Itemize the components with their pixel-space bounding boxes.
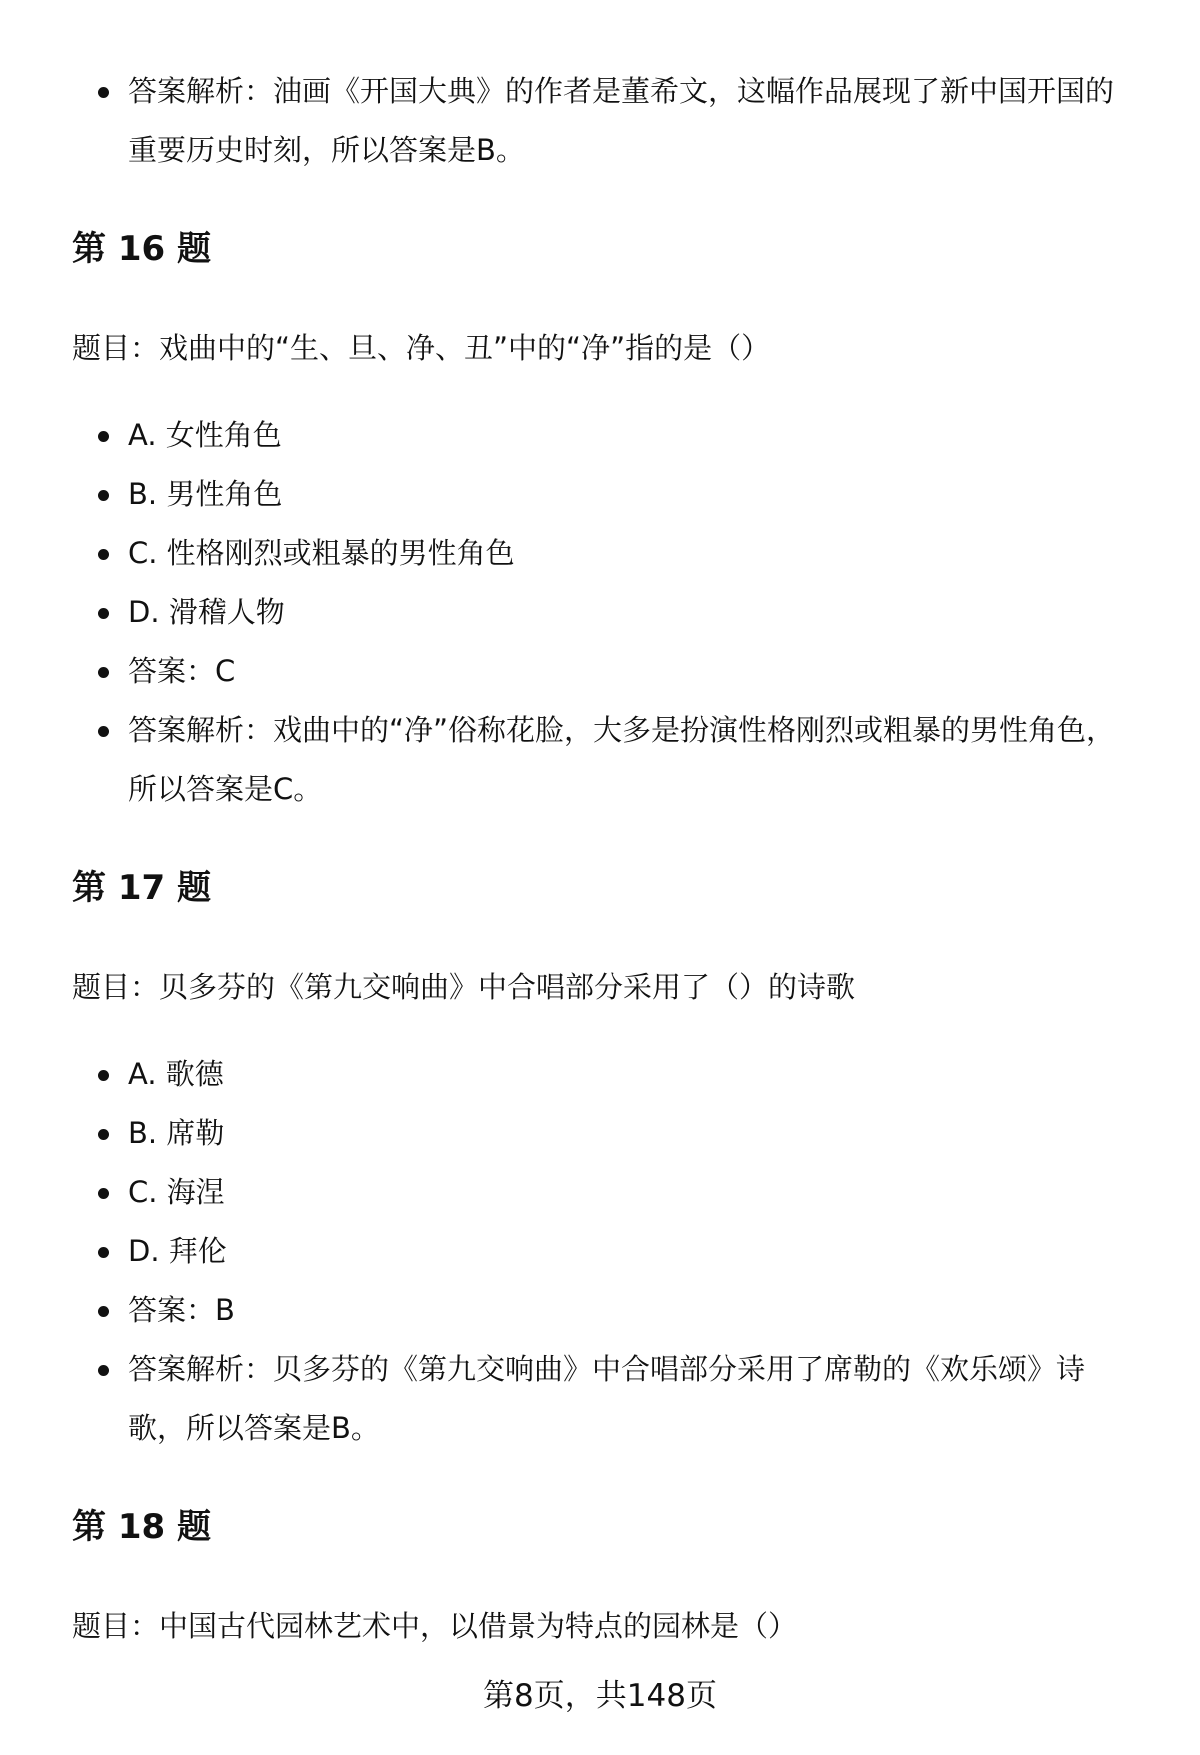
option-item: B. 男性角色: [128, 465, 1142, 524]
option-item: D. 滑稽人物: [128, 583, 1142, 642]
option-list: [72, 1045, 1142, 1458]
analysis-item: 答案解析：贝多芬的《第九交响曲》中合唱部分采用了席勒的《欢乐颂》诗歌，所以答案是B。: [128, 1340, 1142, 1458]
option-item: D. 拜伦: [128, 1222, 1142, 1281]
analysis-item: 答案解析：油画《开国大典》的作者是董希文，这幅作品展现了新中国开国的重要历史时刻，所以答案是B。: [128, 62, 1142, 180]
option-item: A. 歌德: [128, 1045, 1142, 1104]
question-stem: 题目：贝多芬的《第九交响曲》中合唱部分采用了（）的诗歌: [72, 970, 856, 1004]
question-heading: 第 18 题: [72, 1507, 211, 1547]
question-stem: 题目：戏曲中的“生、旦、净、丑”中的“净”指的是（）: [72, 331, 771, 365]
option-item: C. 海涅: [128, 1163, 1142, 1222]
question-stem: 题目：中国古代园林艺术中，以借景为特点的园林是（）: [72, 1609, 798, 1643]
option-item: A. 女性角色: [128, 406, 1142, 465]
page-content: [72, 62, 1142, 1656]
question-16: [72, 219, 1142, 858]
question-18: [72, 1497, 1142, 1656]
option-list: [72, 406, 1142, 819]
analysis-item: 答案解析：戏曲中的“净”俗称花脸，大多是扮演性格刚烈或粗暴的男性角色，所以答案是C。: [128, 701, 1142, 819]
prev-question-list: [72, 62, 1142, 180]
option-item: B. 席勒: [128, 1104, 1142, 1163]
question-17: [72, 858, 1142, 1497]
answer-item: 答案：C: [128, 642, 1142, 701]
answer-item: 答案：B: [128, 1281, 1142, 1340]
question-heading: 第 16 题: [72, 229, 211, 269]
option-item: C. 性格刚烈或粗暴的男性角色: [128, 524, 1142, 583]
page-number-footer: 第8页，共148页: [483, 1678, 717, 1714]
question-heading: 第 17 题: [72, 868, 211, 908]
